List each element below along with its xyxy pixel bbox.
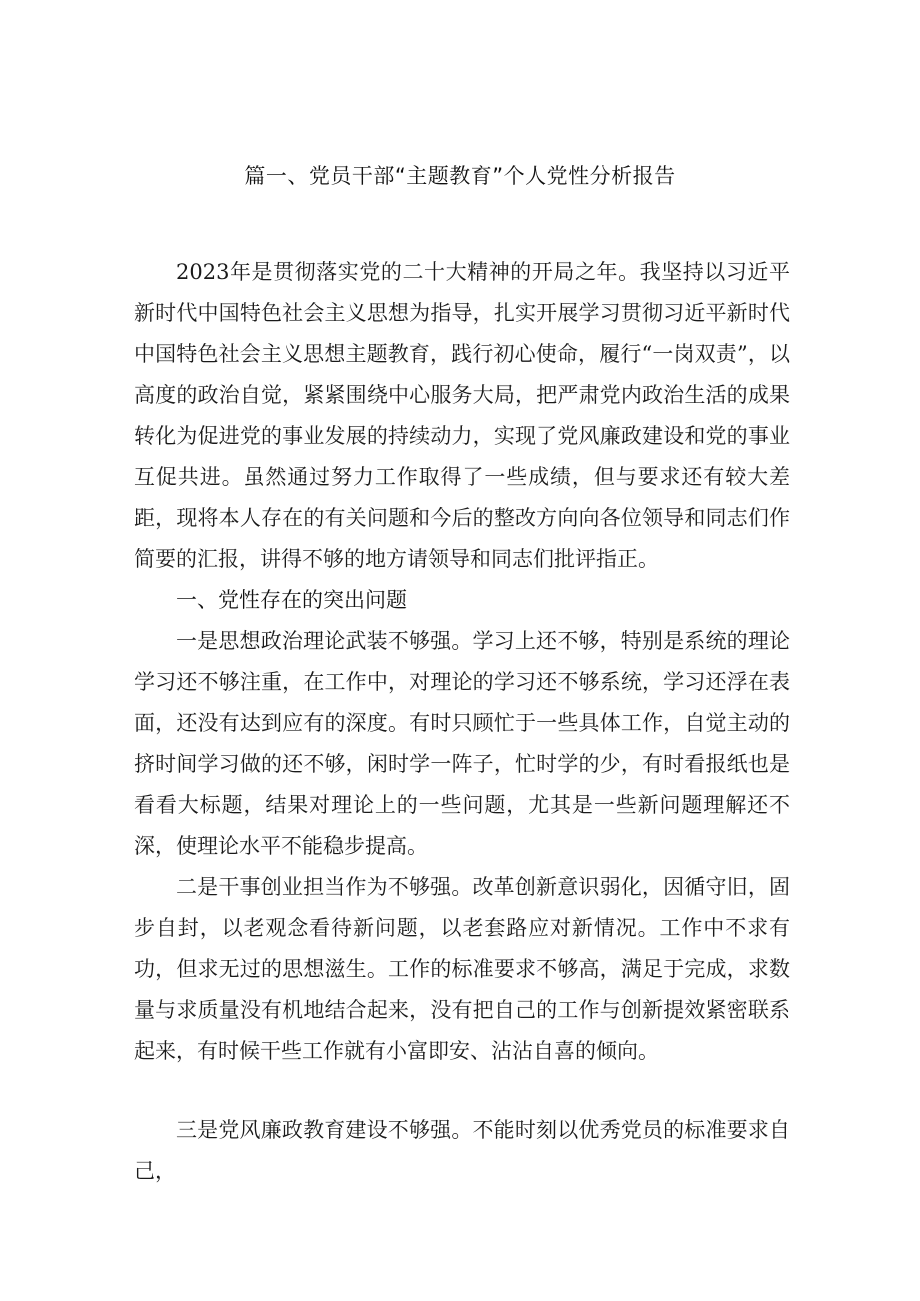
problem-paragraph-2: 二是干事创业担当作为不够强。改革创新意识弱化，因循守旧，固步自封，以老观念看待新问题，以老套路应对新情况。工作中不求有功，但求无过的思想滋生。工作的标准要求不够高，满足于完成，求数量与求质量没有机地结合起来，没有把自己的工作与创新提效紧密联系起来，有时候干些工作就有小富即安、沾沾自喜的倾向。 <box>134 875 790 1063</box>
document-body <box>134 252 790 1192</box>
problem-paragraph-1: 一是思想政治理论武装不够强。学习上还不够，特别是系统的理论学习还不够注重，在工作中，对理论的学习还不够系统，学习还浮在表面，还没有达到应有的深度。有时只顾忙于一些具体工作，自觉主动的挤时间学习做的还不够，闲时学一阵子，忙时学的少，有时看报纸也是看看大标题，结果对理论上的一些问题，尤其是一些新问题理解还不深，使理论水平不能稳步提高。 <box>134 629 790 858</box>
paragraph-spacer <box>134 1072 790 1110</box>
document-title: 篇一、党员干部“主题教育”个人党性分析报告 <box>244 164 676 188</box>
intro-paragraph: 2023年是贯彻落实党的二十大精神的开局之年。我坚持以习近平新时代中国特色社会主义思想为指导，扎实开展学习贯彻习近平新时代中国特色社会主义思想主题教育，践行初心使命，履行“一岗双责”，以高度的政治自觉，紧紧围绕中心服务大局，把严肃党内政治生活的成果转化为促进党的事业发展的持续动力，实现了党风廉政建设和党的事业互促共进。虽然通过努力工作取得了一些成绩，但与要求还有较大差距，现将本人存在的有关问题和今后的整改方向向各位领导和同志们作简要的汇报，讲得不够的地方请领导和同志们批评指正。 <box>134 260 790 571</box>
problem-paragraph-3: 三是党风廉政教育建设不够强。不能时刻以优秀党员的标准要求自己， <box>134 1118 790 1183</box>
section-heading: 一、党性存在的突出问题 <box>176 588 407 612</box>
